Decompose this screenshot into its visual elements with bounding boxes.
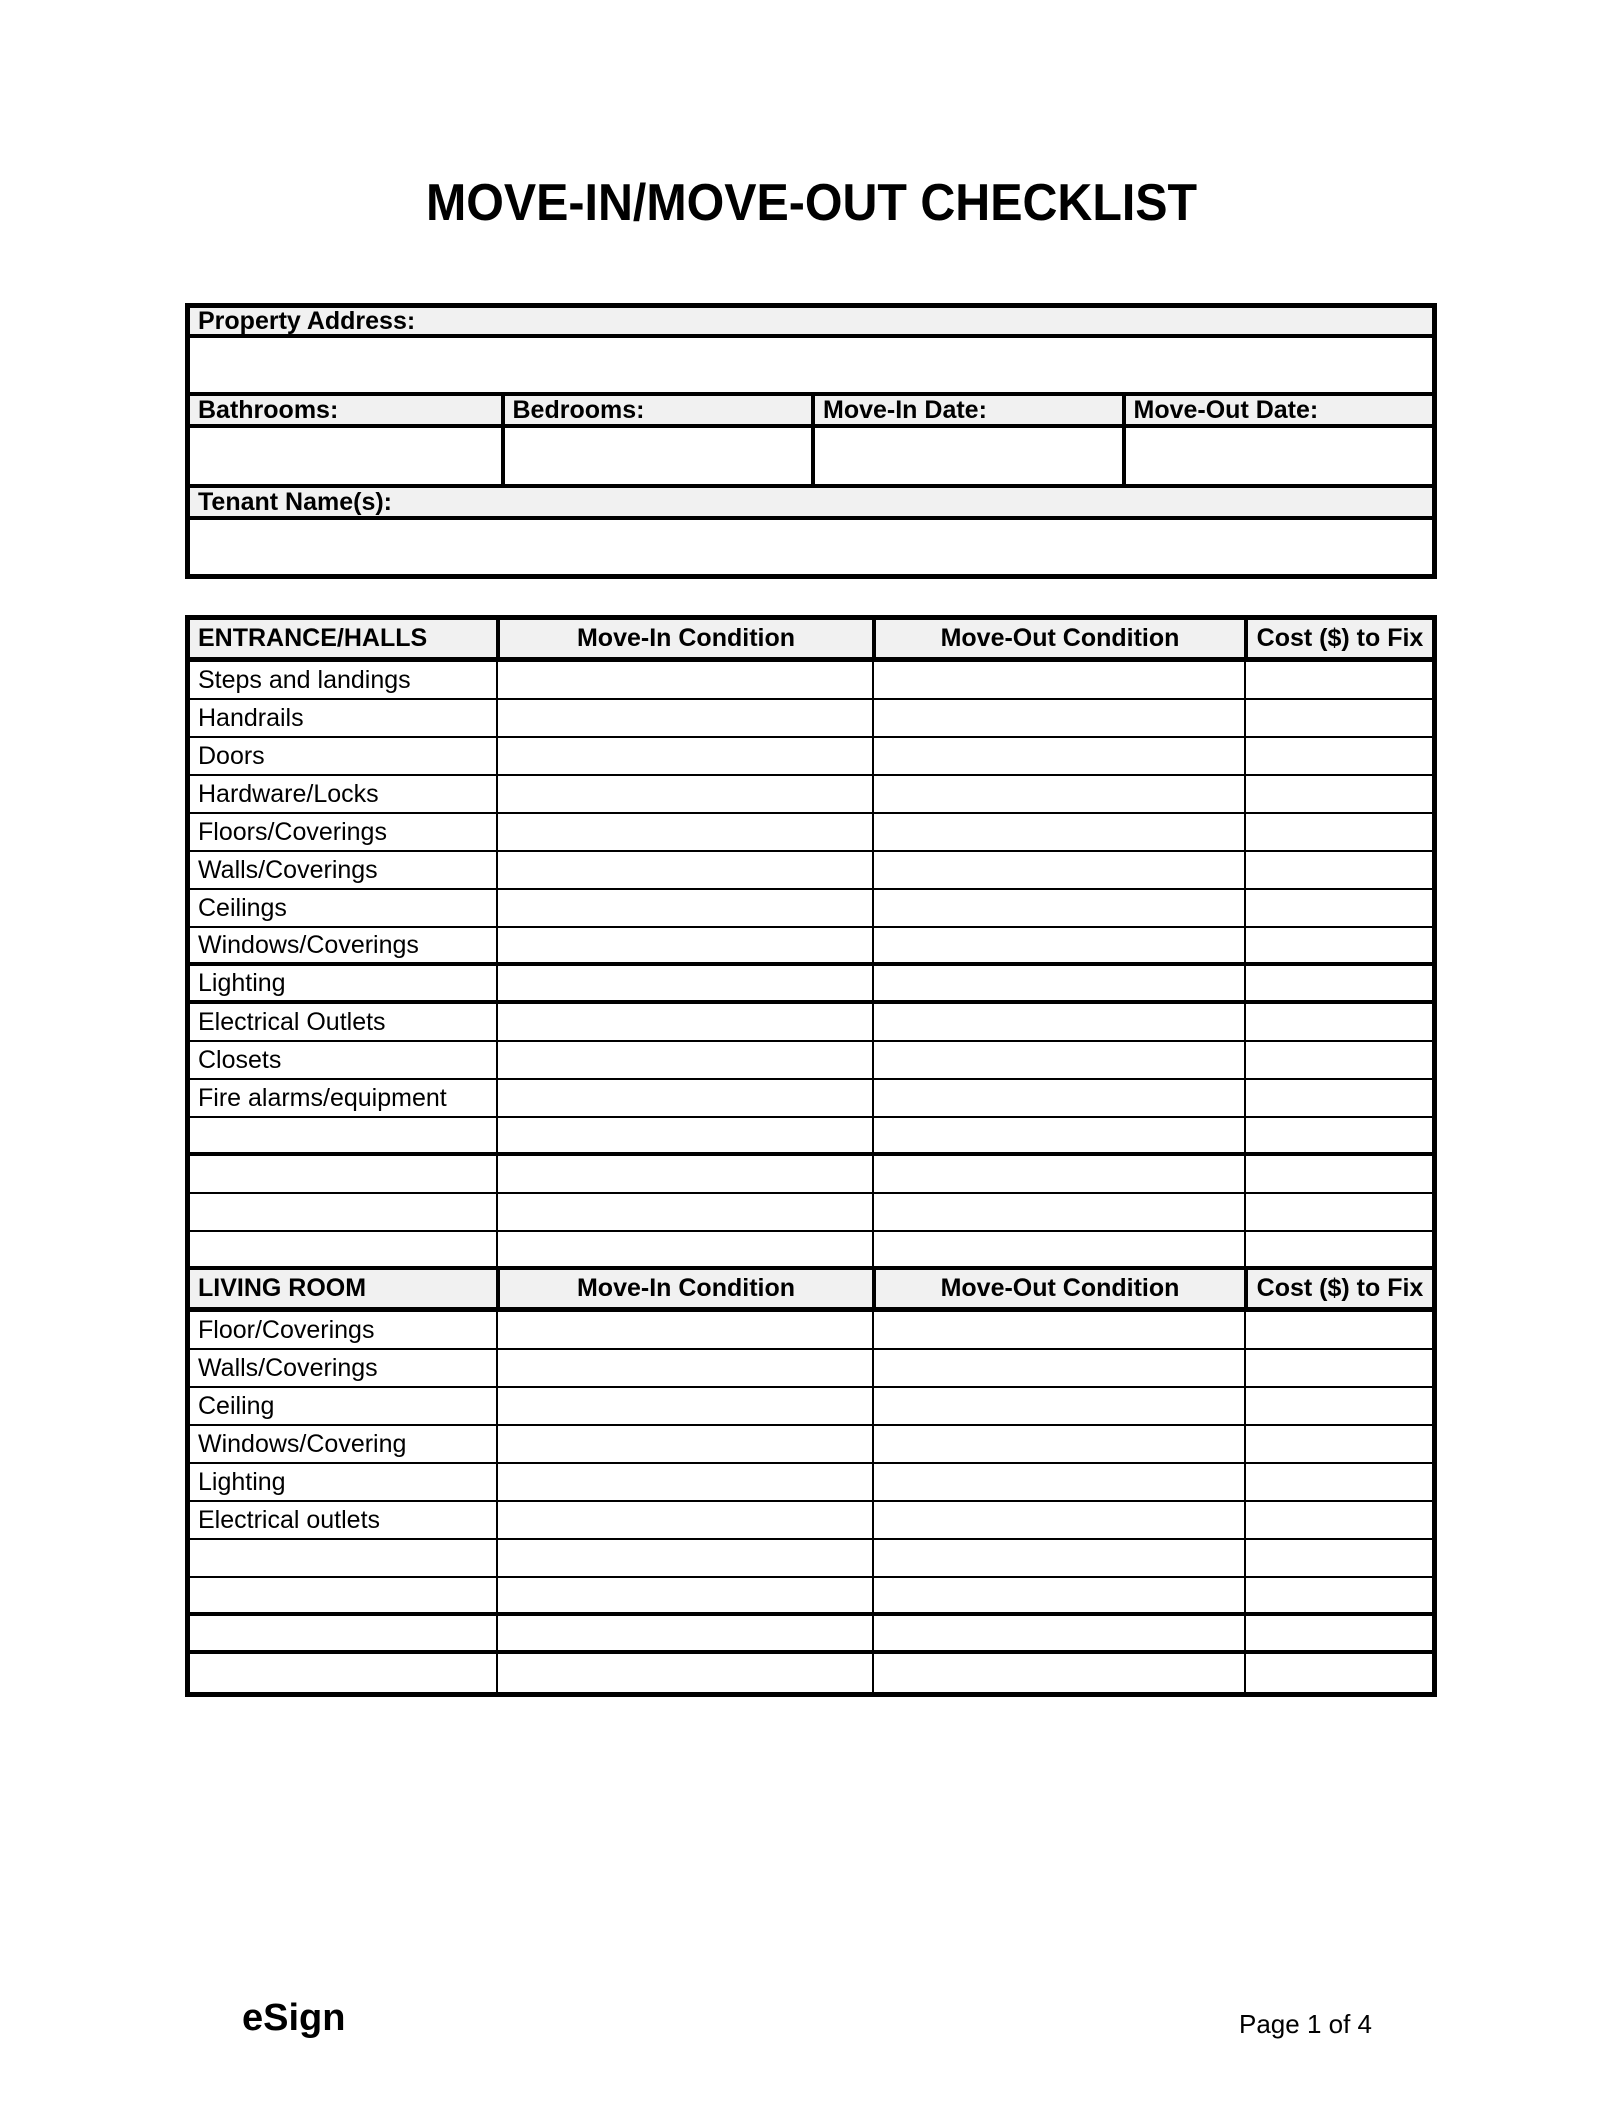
move-in-condition-cell[interactable]	[496, 1350, 872, 1386]
cost-to-fix-cell[interactable]	[1244, 1080, 1432, 1116]
move-in-condition-cell[interactable]	[496, 1232, 872, 1266]
cost-to-fix-cell[interactable]	[1244, 1350, 1432, 1386]
table-row	[190, 776, 1432, 814]
item-label	[190, 1654, 496, 1692]
item-label: Fire alarms/equipment	[198, 1083, 447, 1112]
bathrooms-header-cell	[190, 396, 501, 425]
move-in-condition-cell[interactable]	[496, 1118, 872, 1152]
item-label: Walls/Coverings	[198, 1353, 378, 1382]
item-label	[190, 1540, 496, 1576]
move-out-condition-cell[interactable]	[872, 1654, 1244, 1692]
cost-to-fix-cell[interactable]	[1244, 890, 1432, 926]
item-label: Walls/Coverings	[198, 855, 378, 884]
column-header-move-in-condition: Move-In Condition	[496, 620, 872, 657]
section-title-living-room: LIVING ROOM	[198, 1274, 367, 1302]
cost-to-fix-cell[interactable]	[1244, 662, 1432, 698]
move-in-date-label: Move-In Date:	[823, 395, 987, 424]
move-out-condition-cell[interactable]	[872, 1540, 1244, 1576]
bathrooms-label: Bathrooms:	[198, 395, 339, 424]
table-row	[190, 1540, 1432, 1578]
table-row	[190, 738, 1432, 776]
cost-to-fix-cell[interactable]	[1244, 1388, 1432, 1424]
table-row	[190, 1464, 1432, 1502]
cost-to-fix-cell[interactable]	[1244, 966, 1432, 1000]
page-indicator: Page 1 of 4	[1239, 2009, 1372, 2039]
move-in-condition-cell[interactable]	[496, 1616, 872, 1650]
move-in-condition-cell[interactable]	[496, 738, 872, 774]
item-label: Electrical Outlets	[198, 1007, 386, 1036]
move-in-condition-cell[interactable]	[496, 1080, 872, 1116]
move-in-condition-cell[interactable]	[496, 1004, 872, 1040]
table-row	[190, 1654, 1432, 1692]
bedrooms-field[interactable]	[501, 428, 812, 484]
item-label: Steps and landings	[198, 665, 411, 694]
move-out-condition-cell[interactable]	[872, 700, 1244, 736]
move-in-condition-cell[interactable]	[496, 1464, 872, 1500]
item-label: Windows/Covering	[198, 1429, 407, 1458]
move-in-condition-cell[interactable]	[496, 700, 872, 736]
section-header-living-room	[190, 1270, 1432, 1312]
move-out-condition-cell[interactable]	[872, 1080, 1244, 1116]
move-in-condition-cell[interactable]	[496, 776, 872, 812]
cost-to-fix-cell[interactable]	[1244, 1156, 1432, 1192]
table-row	[190, 1080, 1432, 1118]
item-label	[190, 1232, 496, 1266]
property-fields-header-row	[190, 396, 1432, 428]
item-label	[190, 1194, 496, 1230]
item-label: Floor/Coverings	[198, 1315, 375, 1344]
item-label: Floors/Coverings	[198, 817, 387, 846]
tenant-names-header-row	[190, 488, 1432, 520]
move-out-condition-cell[interactable]	[872, 1426, 1244, 1462]
move-out-condition-cell[interactable]	[872, 966, 1244, 1000]
move-in-condition-cell[interactable]	[496, 1578, 872, 1612]
cost-to-fix-cell[interactable]	[1244, 738, 1432, 774]
move-out-condition-cell[interactable]	[872, 1232, 1244, 1266]
table-row	[190, 1118, 1432, 1156]
cost-to-fix-cell[interactable]	[1244, 700, 1432, 736]
property-address-label: Property Address:	[198, 306, 416, 335]
item-label: Windows/Coverings	[198, 930, 419, 959]
move-out-condition-cell[interactable]	[872, 1312, 1244, 1348]
cost-to-fix-cell[interactable]	[1244, 1654, 1432, 1692]
tenant-names-label: Tenant Name(s):	[198, 487, 393, 516]
move-out-condition-cell[interactable]	[872, 814, 1244, 850]
move-out-condition-cell[interactable]	[872, 928, 1244, 962]
cost-to-fix-cell[interactable]	[1244, 1578, 1432, 1612]
cost-to-fix-cell[interactable]	[1244, 1042, 1432, 1078]
table-row	[190, 1156, 1432, 1194]
move-in-condition-cell[interactable]	[496, 1502, 872, 1538]
column-header-move-in-condition: Move-In Condition	[496, 1270, 872, 1307]
table-row	[190, 1350, 1432, 1388]
item-label: Electrical outlets	[198, 1505, 381, 1534]
move-out-condition-cell[interactable]	[872, 776, 1244, 812]
item-label: Lighting	[198, 968, 286, 997]
table-row	[190, 1194, 1432, 1232]
move-in-condition-cell[interactable]	[496, 852, 872, 888]
table-row	[190, 1616, 1432, 1654]
cost-to-fix-cell[interactable]	[1244, 1426, 1432, 1462]
move-out-condition-cell[interactable]	[872, 738, 1244, 774]
table-row	[190, 1502, 1432, 1540]
page-title-text: MOVE-IN/MOVE-OUT CHECKLIST	[426, 174, 1198, 232]
bedrooms-header-cell	[501, 396, 812, 425]
table-row	[190, 1426, 1432, 1464]
table-row	[190, 928, 1432, 966]
move-out-condition-cell[interactable]	[872, 1350, 1244, 1386]
checklist-table	[185, 615, 1437, 1697]
table-row	[190, 1312, 1432, 1350]
item-label: Hardware/Locks	[198, 779, 379, 808]
item-label: Ceiling	[198, 1391, 275, 1420]
page-title	[0, 174, 1624, 232]
move-out-condition-cell[interactable]	[872, 1616, 1244, 1650]
table-row	[190, 700, 1432, 738]
move-out-condition-cell[interactable]	[872, 890, 1244, 926]
move-in-condition-cell[interactable]	[496, 966, 872, 1000]
cost-to-fix-cell[interactable]	[1244, 1464, 1432, 1500]
column-header-move-out-condition: Move-Out Condition	[872, 1270, 1244, 1307]
move-out-condition-cell[interactable]	[872, 852, 1244, 888]
move-in-condition-cell[interactable]	[496, 814, 872, 850]
move-in-condition-cell[interactable]	[496, 1540, 872, 1576]
cost-to-fix-cell[interactable]	[1244, 1232, 1432, 1266]
table-row	[190, 966, 1432, 1004]
move-out-condition-cell[interactable]	[872, 1118, 1244, 1152]
move-in-condition-cell[interactable]	[496, 1388, 872, 1424]
cost-to-fix-cell[interactable]	[1244, 776, 1432, 812]
column-header-cost-to-fix: Cost ($) to Fix	[1244, 1270, 1432, 1307]
table-row	[190, 1388, 1432, 1426]
move-out-date-field[interactable]	[1122, 428, 1433, 484]
property-address-header-row	[190, 308, 1432, 338]
item-label	[190, 1118, 496, 1152]
item-label: Handrails	[198, 703, 304, 732]
cost-to-fix-cell[interactable]	[1244, 852, 1432, 888]
cost-to-fix-cell[interactable]	[1244, 1118, 1432, 1152]
section-title-entrance-halls: ENTRANCE/HALLS	[198, 624, 428, 652]
property-fields-input-row	[190, 428, 1432, 488]
column-header-move-out-condition: Move-Out Condition	[872, 620, 1244, 657]
move-in-condition-cell[interactable]	[496, 1654, 872, 1692]
move-out-condition-cell[interactable]	[872, 1388, 1244, 1424]
property-info-table	[185, 303, 1437, 579]
cost-to-fix-cell[interactable]	[1244, 1004, 1432, 1040]
table-row	[190, 1578, 1432, 1616]
move-in-condition-cell[interactable]	[496, 890, 872, 926]
move-in-condition-cell[interactable]	[496, 1426, 872, 1462]
item-label	[190, 1156, 496, 1192]
item-label	[190, 1616, 496, 1650]
move-out-condition-cell[interactable]	[872, 1194, 1244, 1230]
move-out-date-header-cell	[1122, 396, 1433, 425]
bedrooms-label: Bedrooms:	[512, 395, 645, 424]
tenant-names-field[interactable]	[190, 520, 1432, 574]
item-label: Closets	[198, 1045, 282, 1074]
bathrooms-field[interactable]	[190, 428, 501, 484]
property-address-field[interactable]	[190, 338, 1432, 396]
move-in-date-field[interactable]	[811, 428, 1122, 484]
move-in-condition-cell[interactable]	[496, 1194, 872, 1230]
cost-to-fix-cell[interactable]	[1244, 1540, 1432, 1576]
table-row	[190, 1042, 1432, 1080]
move-out-condition-cell[interactable]	[872, 1042, 1244, 1078]
move-in-date-header-cell	[811, 396, 1122, 425]
move-out-condition-cell[interactable]	[872, 1464, 1244, 1500]
item-label: Ceilings	[198, 893, 287, 922]
move-out-condition-cell[interactable]	[872, 662, 1244, 698]
move-out-condition-cell[interactable]	[872, 1156, 1244, 1192]
move-in-condition-cell[interactable]	[496, 662, 872, 698]
cost-to-fix-cell[interactable]	[1244, 928, 1432, 962]
move-in-condition-cell[interactable]	[496, 1042, 872, 1078]
table-row	[190, 814, 1432, 852]
table-row	[190, 662, 1432, 700]
table-row	[190, 1232, 1432, 1270]
move-in-condition-cell[interactable]	[496, 928, 872, 962]
move-out-condition-cell[interactable]	[872, 1578, 1244, 1612]
item-label: Lighting	[198, 1467, 286, 1496]
cost-to-fix-cell[interactable]	[1244, 1616, 1432, 1650]
move-in-condition-cell[interactable]	[496, 1312, 872, 1348]
section-header-entrance-halls	[190, 620, 1432, 662]
cost-to-fix-cell[interactable]	[1244, 1312, 1432, 1348]
item-label	[190, 1578, 496, 1612]
table-row	[190, 852, 1432, 890]
item-label: Doors	[198, 741, 265, 770]
cost-to-fix-cell[interactable]	[1244, 1502, 1432, 1538]
esign-logo: eSign	[242, 1997, 346, 2039]
column-header-cost-to-fix: Cost ($) to Fix	[1244, 620, 1432, 657]
move-in-condition-cell[interactable]	[496, 1156, 872, 1192]
move-out-date-label: Move-Out Date:	[1133, 395, 1319, 424]
cost-to-fix-cell[interactable]	[1244, 1194, 1432, 1230]
table-row	[190, 1004, 1432, 1042]
table-row	[190, 890, 1432, 928]
move-out-condition-cell[interactable]	[872, 1004, 1244, 1040]
move-out-condition-cell[interactable]	[872, 1502, 1244, 1538]
cost-to-fix-cell[interactable]	[1244, 814, 1432, 850]
